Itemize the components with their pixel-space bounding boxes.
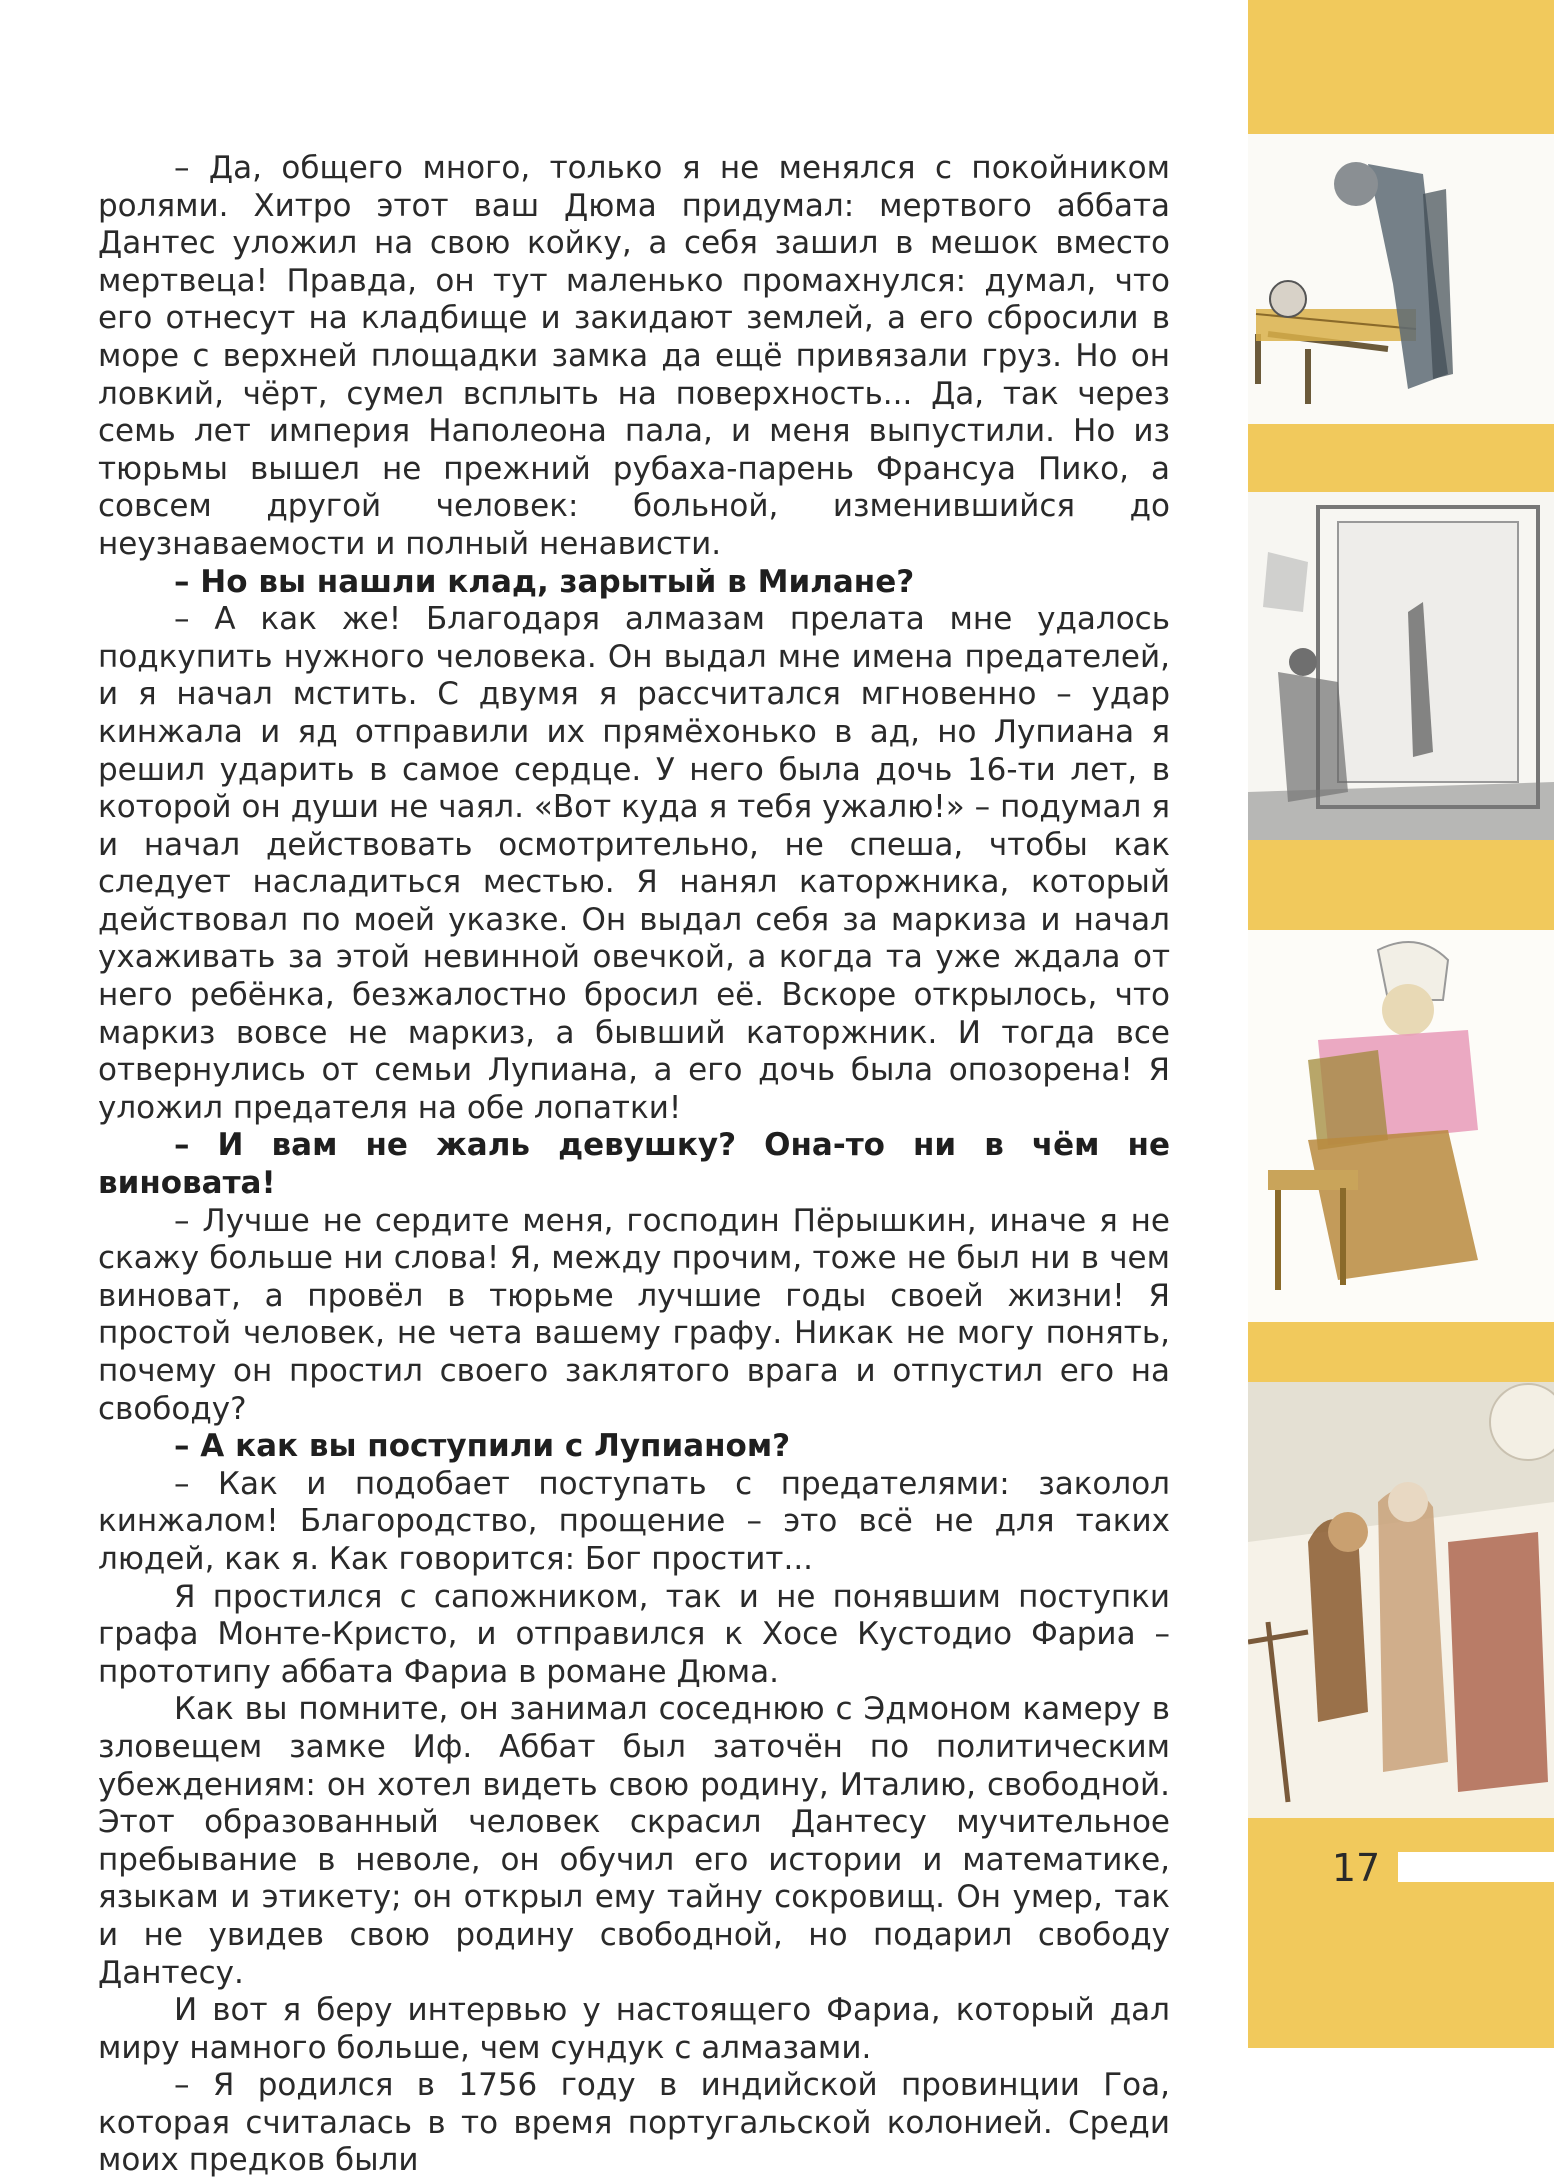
paragraph: – А как же! Благодаря алмазам прелата мне удалось подкупить нужного человека. Он выдал мне имена предателей, и я начал мстить. С двумя я рассчитался мгновенно – удар кинжала и яд отправили их прямёхонько в ад, но Лупиана я решил ударить в самое сердце. У него была дочь 16-ти лет, в которой он души не чаял. «Вот куда я тебя ужалю!» – подумал я и начал действовать осмотрительно, не спеша, чтобы как следует насладиться местью. Я нанял каторжника, который действовал по моей указке. Он выдал себя за маркиза и начал ухаживать за этой невинной овечкой, а когда та уже ждала от него ребёнка, безжалостно бросил её. Вскоре открылось, что маркиз вовсе не маркиз, а бывший каторжник. И тогда все отвернулись от семьи Лупиана, а его дочь была опозорена! Я уложил предателя на обе лопатки! (98, 601, 1170, 1126)
paragraph: Как вы помните, он занимал соседнюю с Эдмоном камеру в зловещем замке Иф. Аббат был заточён по политическим убеждениям: он хотел видеть свою родину, Италию, свободной. Этот образованный человек скрасил Дантесу мучительное пребывание в неволе, он обучил его истории и математике, языкам и этикету; он открыл ему тайну сокровищ. Он умер, так и не увидев свою родину свободной, но подарил свободу Дантесу. (98, 1691, 1170, 1991)
page-number: 17 (1331, 1846, 1381, 1890)
question: – А как вы поступили с Лупианом? (174, 1428, 791, 1465)
illustration-deathbed (1248, 134, 1554, 424)
paragraph: – Я родился в 1756 году в индийской провинции Гоа, которая считалась в то время португальской колонией. Среди моих предков были (98, 2067, 1170, 2179)
illustration-seated-woman (1248, 930, 1554, 1322)
question: – Но вы нашли клад, зарытый в Милане? (174, 563, 915, 600)
decor-stripe (1248, 424, 1554, 492)
paragraph: Я простился с сапожником, так и не понявшим поступки графа Монте-Кристо, и отправился к Хосе Кустодио Фариа – прототипу аббата Фариа в романе Дюма. (98, 1578, 1170, 1690)
question: – И вам не жаль девушку? Она-то ни в чём не виновата! (98, 1127, 1170, 1202)
page-number-bar (1398, 1852, 1554, 1882)
decor-stripe (1248, 1322, 1554, 1382)
paragraph: – Лучше не сердите меня, господин Пёрышкин, иначе я не скажу больше ни слова! Я, между прочим, тоже не был ни в чем виноват, а провёл в тюрьме лучшие годы своей жизни! Я простой человек, не чета вашему графу. Никак не могу понять, почему он простил своего заклятого врага и отпустил его на свободу? (98, 1202, 1170, 1427)
decor-stripe (1248, 0, 1554, 134)
illustration-pencil-interior (1248, 492, 1554, 840)
article-text (98, 150, 1170, 2180)
illustration-confrontation (1248, 1382, 1554, 1818)
paragraph: – Как и подобает поступать с предателями: заколол кинжалом! Благородство, прощение – это всё не для таких людей, как я. Как говорится: Бог простит... (98, 1465, 1170, 1577)
decor-stripe (1248, 840, 1554, 930)
paragraph: – Да, общего много, только я не менялся с покойником ролями. Хитро этот ваш Дюма придумал: мертвого аббата Дантес уложил на свою койку, а себя зашил в мешок вместо мертвеца! Правда, он тут маленько промахнулся: думал, что его отнесут на кладбище и закидают землей, а его сбросили в море с верхней площадки замка да ещё привязали груз. Но он ловкий, чёрт, сумел всплыть на поверхность... Да, так через семь лет империя Наполеона пала, и меня выпустили. Но из тюрьмы вышел не прежний рубаха-парень Франсуа Пико, а совсем другой человек: больной, изменившийся до неузнаваемости и полный ненависти. (98, 150, 1170, 562)
paragraph: И вот я беру интервью у настоящего Фариа, который дал миру намного больше, чем сундук с алмазами. (98, 1992, 1170, 2066)
